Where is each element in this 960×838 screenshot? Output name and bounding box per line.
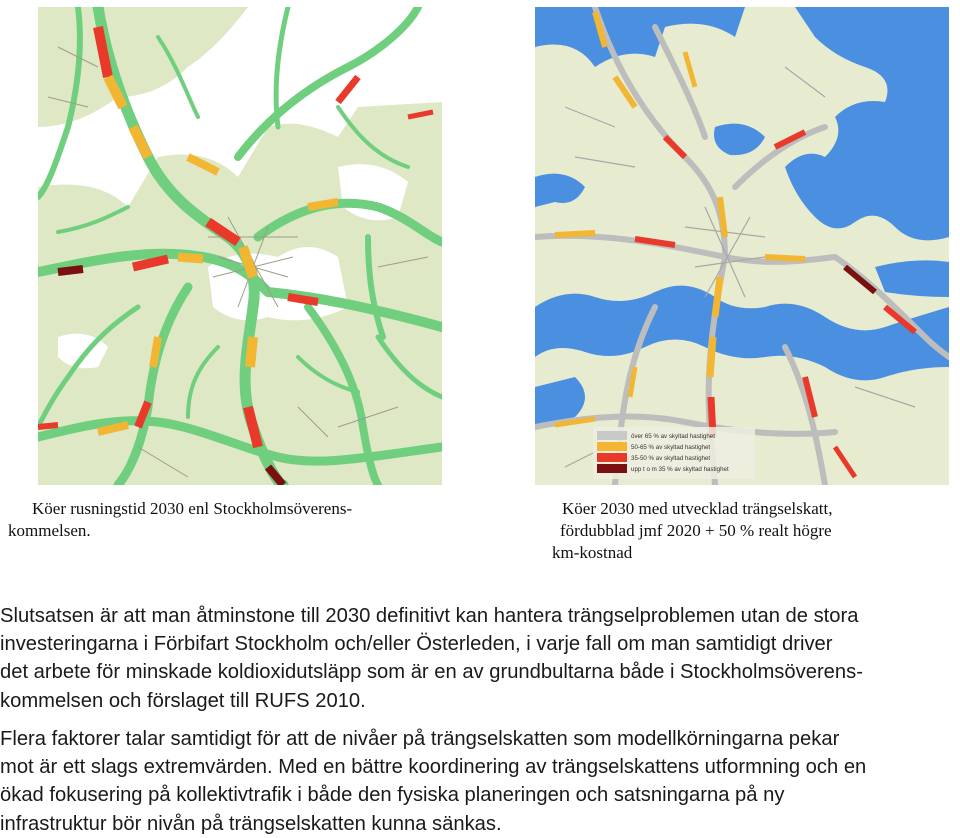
conclusion-paragraph: [0, 602, 960, 715]
congestion-map-right: [535, 7, 949, 485]
paragraph-line: mot är ett slags extremvärden. Med en bättre koordinering av trängselskattens utformning och en: [0, 756, 867, 779]
legend-swatch: [597, 453, 627, 462]
legend-swatch: [597, 464, 627, 473]
caption-line: Köer 2030 med utvecklad trängselskatt,: [562, 499, 833, 518]
legend-label: över 65 % av skyltad hastighet: [631, 433, 715, 440]
caption-line: Köer rusningstid 2030 enl Stockholmsöverens-: [32, 499, 353, 518]
paragraph-line: infrastruktur bör nivån på trängselskatten kunna sänkas.: [0, 812, 502, 835]
legend-label: 50-65 % av skyltad hastighet: [631, 444, 711, 451]
caption-line: km-kostnad: [552, 543, 633, 562]
paragraph-line: Slutsatsen är att man åtminstone till 2030 definitivt kan hantera trängselproblemen utan de stora: [0, 605, 859, 627]
caption-line: kommelsen.: [8, 521, 91, 540]
congestion-map-left-graphic: [38, 7, 442, 485]
congestion-map-left: [38, 7, 442, 485]
map-legend: [593, 427, 755, 479]
paragraph-line: det arbete för minskade koldioxidutsläpp som är en av grundbultarna både i Stockholmsöverens-: [0, 661, 863, 684]
legend-swatch: [597, 442, 627, 451]
paragraph-line: ökad fokusering på kollektivtrafik i både den fysiska planeringen och satsningarna på ny: [0, 784, 785, 807]
figure-caption-left: [8, 498, 468, 542]
legend-label: upp t o m 35 % av skyltad hastighet: [631, 466, 729, 473]
factors-paragraph: [0, 725, 960, 838]
figure-caption-right: [552, 498, 952, 564]
legend-label: 35-50 % av skyltad hastighet: [631, 455, 711, 462]
paragraph-line: Flera faktorer talar samtidigt för att de nivåer på trängselskatten som modellkörningarna pekar: [0, 728, 840, 750]
paragraph-line: investeringarna i Förbifart Stockholm och/eller Österleden, i varje fall om man samtidigt driver: [0, 633, 833, 656]
legend-swatch: [597, 431, 627, 440]
paragraph-line: kommelsen och förslaget till RUFS 2010.: [0, 689, 366, 712]
caption-line: fördubblad jmf 2020 + 50 % realt högre: [560, 521, 832, 540]
congestion-map-right-graphic: [535, 7, 949, 485]
